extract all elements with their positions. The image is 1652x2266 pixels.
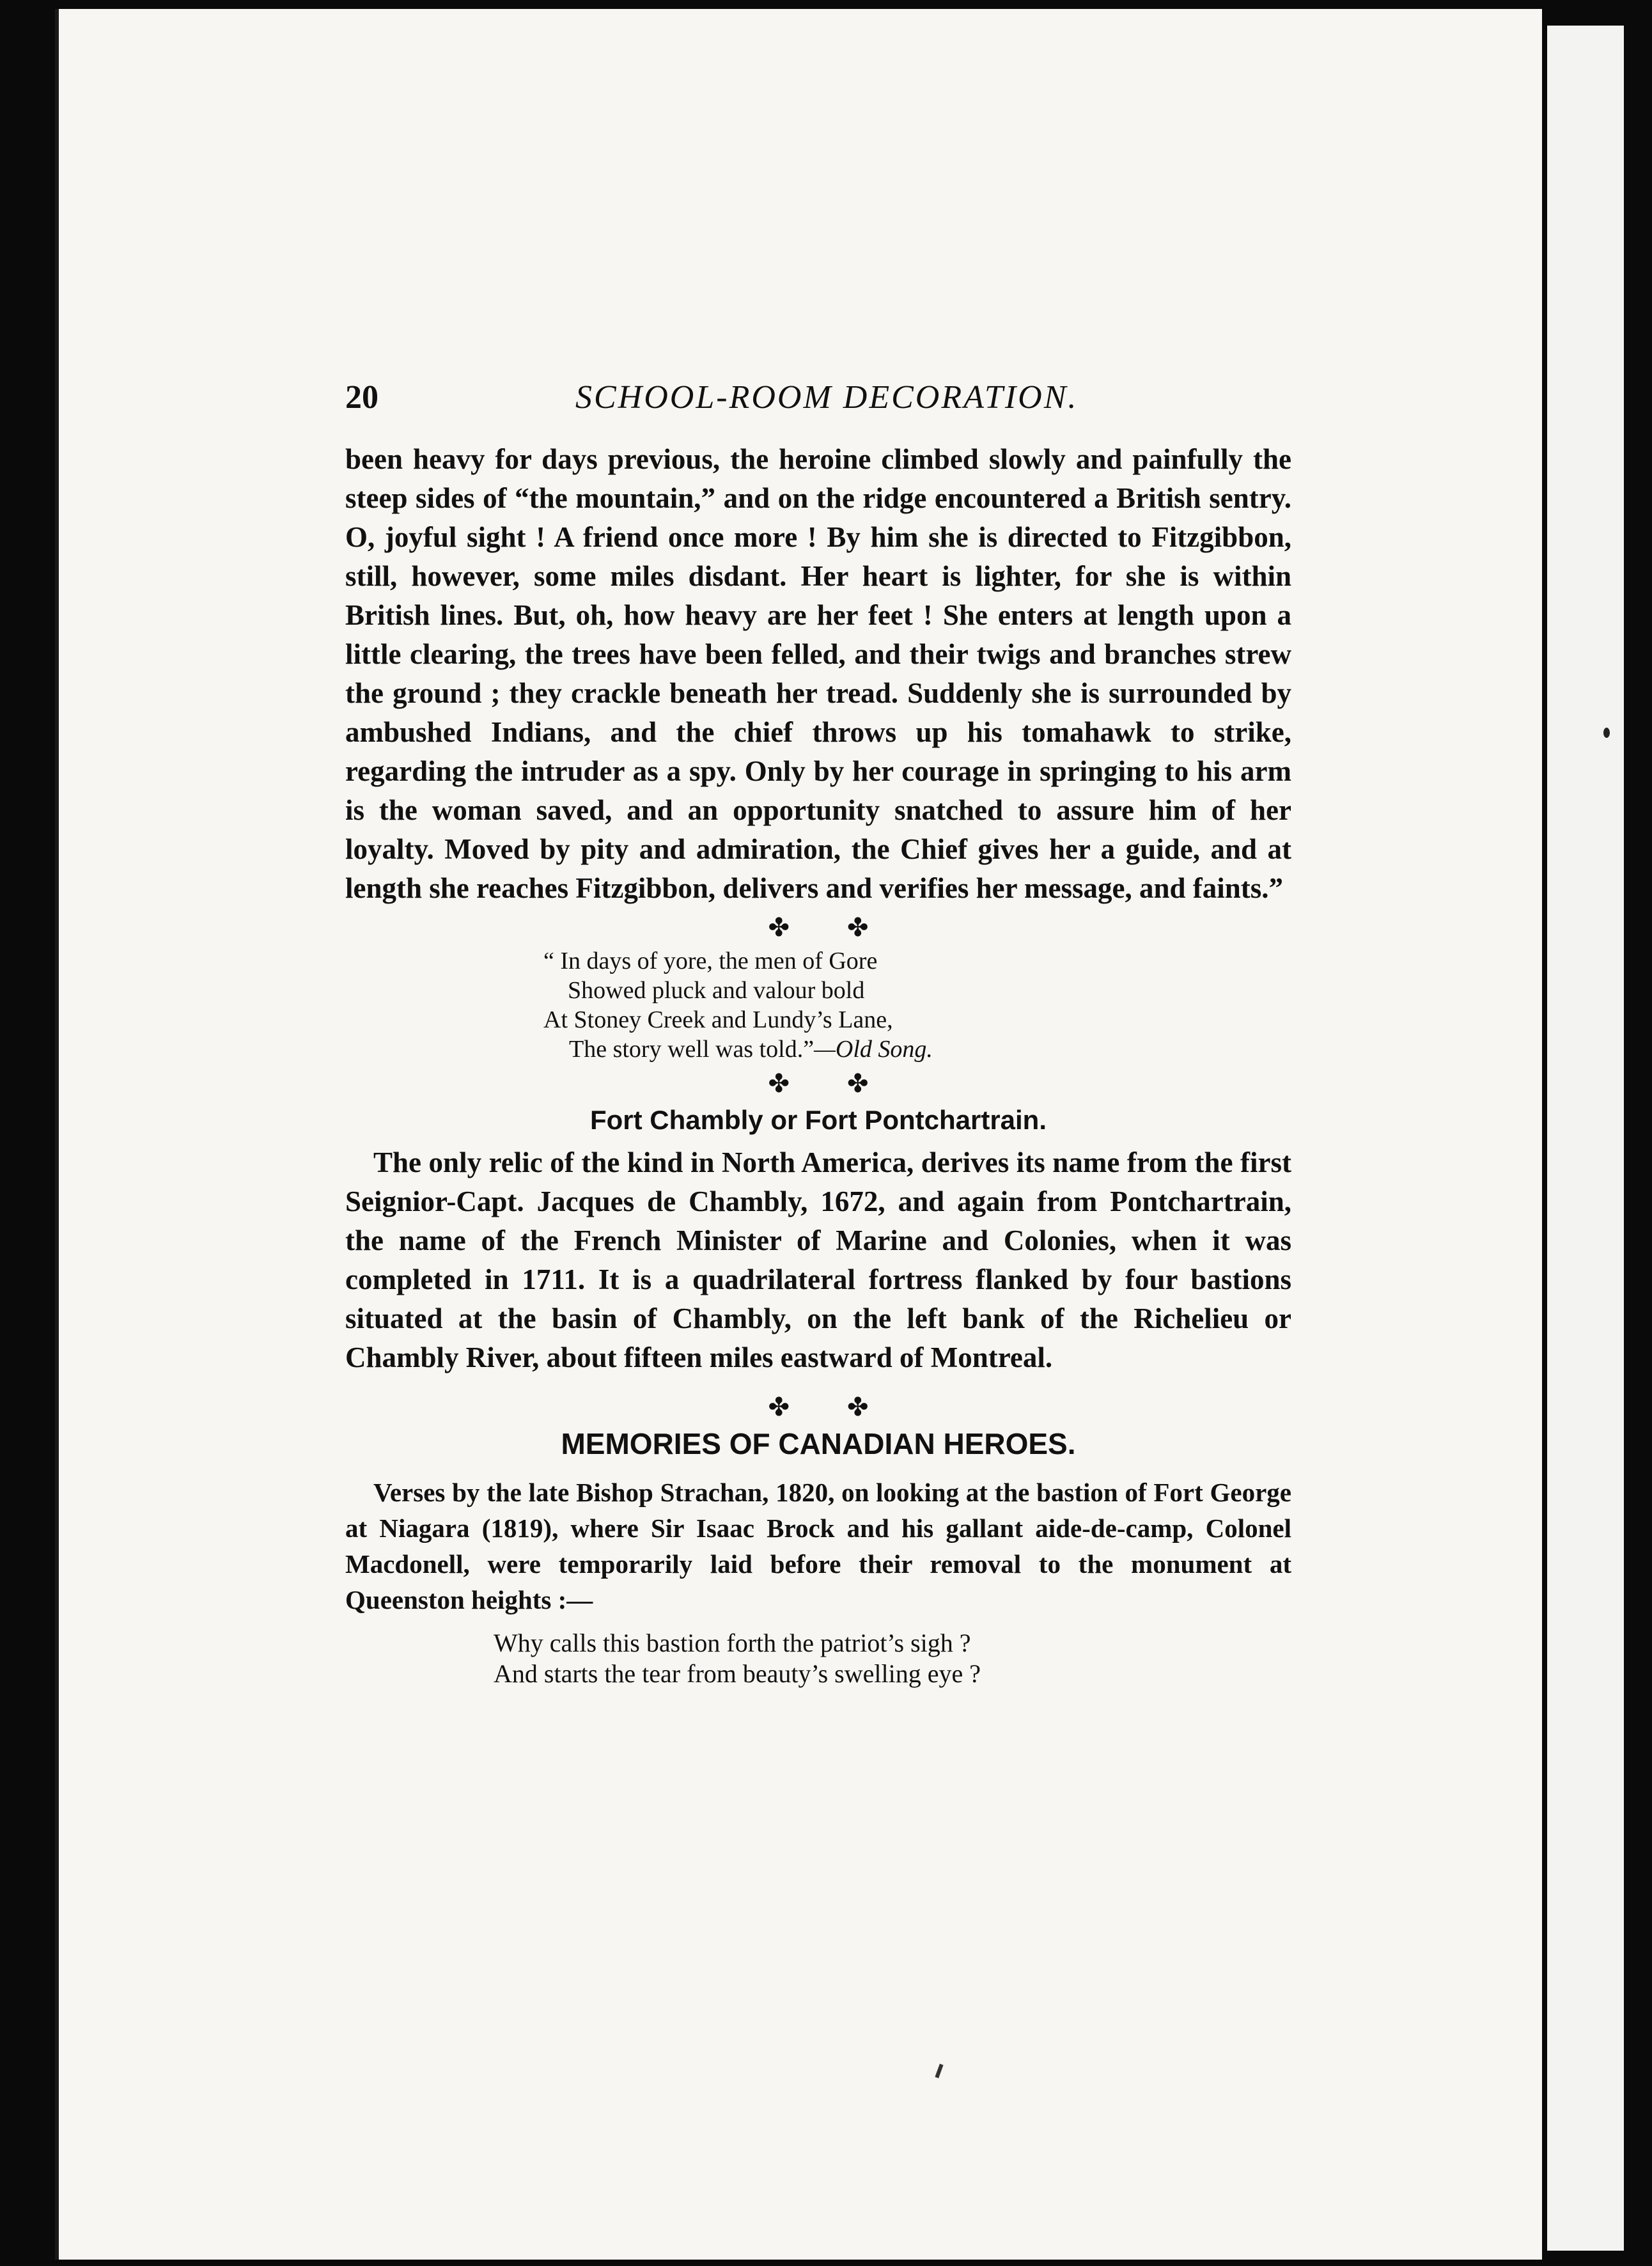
memories-heading: MEMORIES OF CANADIAN HEROES.: [561, 1427, 1076, 1460]
memories-paragraph: Verses by the late Bishop Strachan, 1820, on looking at the bastion of Fort George at Niagara (1819), where Sir Isaac Brock and his gallant aide-de-camp, Colonel Macdonell, were temporarily laid before their removal to the monument at Queenston heights :—: [345, 1478, 1291, 1614]
page-number: 20: [345, 379, 378, 416]
fort-chambly-heading: Fort Chambly or Fort Pontchartrain.: [589, 1105, 1047, 1135]
verse-line: At Stoney Creek and Lundy’s Lane,: [543, 1006, 893, 1033]
verse-source: —Old Song.: [814, 1036, 933, 1063]
verse-line: And starts the tear from beauty’s swelling eye ?: [494, 1659, 981, 1688]
fleuron-divider: ✤ ✤: [768, 1393, 894, 1421]
old-song-verse: [543, 946, 1291, 1064]
verse-line: “ In days of yore, the men of Gore: [543, 948, 878, 974]
text-column: [345, 440, 1291, 1689]
running-head: SCHOOL-ROOM DECORATION.: [575, 379, 1079, 416]
verse-line-with-source: [543, 1035, 1291, 1064]
fleuron-divider: ✤ ✤: [768, 913, 894, 942]
verse-line: Why calls this bastion forth the patriot’s sigh ?: [494, 1629, 971, 1657]
page-header: [345, 379, 1291, 430]
fleuron-divider: ✤ ✤: [768, 1069, 894, 1098]
fort-chambly-paragraph: The only relic of the kind in North America, derives its name from the first Seignior-Capt. Jacques de Chambly, 1672, and again from Pontchartrain, the name of the French Minister of Marine and Colonies, when it was completed in 1711. It is a quadrilateral fortress flanked by four bastions situated at the basin of Chambly, on the left bank of the Richelieu or Chambly River, about fifteen miles eastward of Montreal.: [345, 1146, 1291, 1373]
laura-secord-paragraph: been heavy for days previous, the heroine climbed slowly and painfully the steep sides of “the mountain,” and on the ridge encountered a British sentry. O, joyful sight ! A friend once more ! By him she is directed to Fitzgibbon, still, however, some miles disdant. Her heart is lighter, for she is within British lines. But, oh, how heavy are her feet ! She enters at length upon a little clearing, the trees have been felled, and their twigs and branches strew the ground ; they crackle beneath her tread. Suddenly she is surrounded by ambushed Indians, and the chief throws up his tomahawk to strike, regarding the intruder as a spy. Only by her courage in springing to his arm is the woman saved, and an opportunity snatched to assure him of her loyalty. Moved by pity and admiration, the Chief gives her a guide, and at length she reaches Fitzgibbon, delivers and verifies her message, and faints.”: [345, 443, 1291, 904]
verse-line: Showed pluck and valour bold: [568, 977, 865, 1004]
facing-page-edge: [1547, 26, 1624, 2251]
verse-line: The story well was told.”: [569, 1036, 814, 1063]
strachan-verse: [494, 1628, 1291, 1689]
ink-speck: [1603, 728, 1610, 738]
